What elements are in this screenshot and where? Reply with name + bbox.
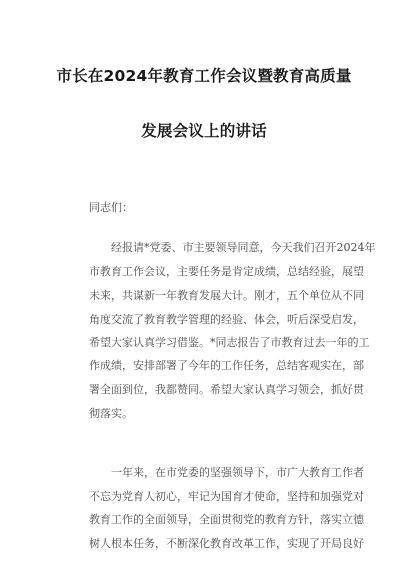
paragraph-line: 作成绩，安排部署了今年的工作任务，总结客观实在，部 [89, 359, 364, 372]
document-title-line-2: 发展会议上的讲话 [141, 122, 267, 140]
paragraph-line: 未来，共谋新一年教育发展大计。刚才，五个单位从不同 [89, 289, 364, 302]
paragraph-line: 市教育工作会议，主要任务是肯定成绩，总结经验，展望 [89, 265, 364, 278]
paragraph-line: 希望大家认真学习借鉴。*同志报告了市教育过去一年的工 [89, 336, 370, 349]
paragraph-line: 署全面到位，我都赞同。希望大家认真学习领会，抓好贯 [89, 383, 364, 396]
paragraph-line: 树人根本任务，不断深化教育改革工作，实现了开局良好 [89, 537, 364, 550]
document-title-line-1: 市长在2024年教育工作会议暨教育高质量 [56, 67, 352, 85]
paragraph-line: 角度交流了教育教学管理的经验、体会，听后深受启发， [89, 313, 364, 326]
paragraph-line: 教育工作的全面领导，全面贯彻党的教育方针，落实立德 [89, 513, 364, 526]
paragraph-line: 经报请*党委、市主要领导同意，今天我们召开2024年 [111, 241, 376, 254]
paragraph-line: 一年来，在市党委的坚强领导下，市广大教育工作者 [111, 466, 364, 479]
paragraph-line: 彻落实。 [89, 407, 133, 420]
paragraph-line: 不忘为党育人初心，牢记为国育才使命，坚持和加强党对 [89, 490, 364, 503]
salutation: 同志们： [89, 201, 133, 214]
